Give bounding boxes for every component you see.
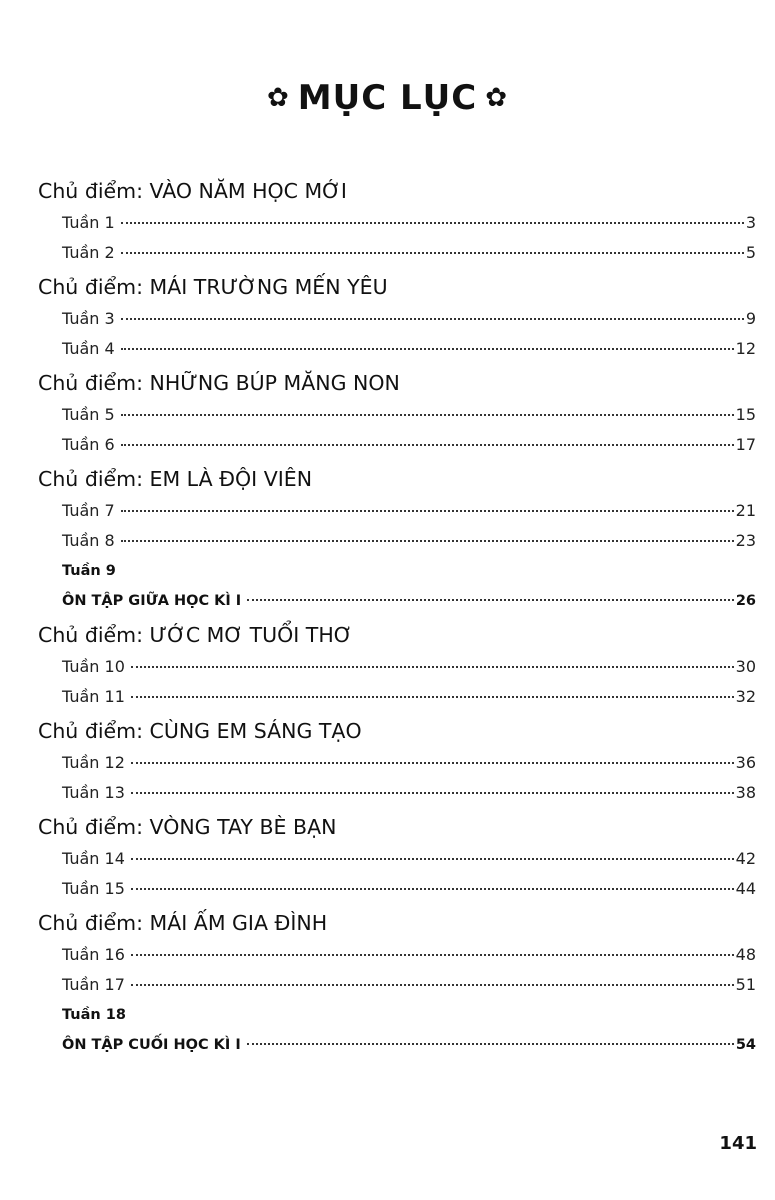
review-entry[interactable] <box>38 586 756 616</box>
dot-leader <box>121 414 734 416</box>
table-of-contents <box>38 172 756 1060</box>
toc-entry[interactable] <box>38 526 756 556</box>
page-number: 141 <box>719 1133 757 1154</box>
entry-page: 54 <box>735 1037 756 1053</box>
toc-entry[interactable] <box>38 970 756 1000</box>
review-week-label: Tuần 18 <box>62 1007 126 1023</box>
entry-label: Tuần 3 <box>62 309 115 328</box>
entry-page: 30 <box>735 657 756 676</box>
toc-entry[interactable] <box>38 652 756 682</box>
dot-leader <box>131 666 734 668</box>
entry-label: Tuần 5 <box>62 405 115 424</box>
page-title <box>0 78 775 118</box>
entry-label: Tuần 4 <box>62 339 115 358</box>
section-heading: Chủ điểm: ƯỚC MƠ TUỔI THƠ <box>38 623 353 647</box>
section-heading: Chủ điểm: MÁI ẤM GIA ĐÌNH <box>38 911 328 935</box>
dot-leader <box>247 1043 734 1045</box>
entry-label: Tuần 7 <box>62 501 115 520</box>
entry-page: 26 <box>735 593 756 609</box>
entry-page: 5 <box>745 243 756 262</box>
entry-page: 36 <box>735 753 756 772</box>
entry-page: 12 <box>735 339 756 358</box>
entry-label: ÔN TẬP CUỐI HỌC KÌ I <box>62 1037 241 1053</box>
dot-leader <box>121 348 734 350</box>
entry-label: Tuần 2 <box>62 243 115 262</box>
dot-leader <box>121 510 734 512</box>
toc-entry[interactable] <box>38 778 756 808</box>
section-heading: Chủ điểm: NHỮNG BÚP MĂNG NON <box>38 371 400 395</box>
dot-leader <box>131 762 734 764</box>
dot-leader <box>131 954 734 956</box>
entry-page: 48 <box>735 945 756 964</box>
section-heading: Chủ điểm: CÙNG EM SÁNG TẠO <box>38 719 362 743</box>
toc-entry[interactable] <box>38 208 756 238</box>
entry-page: 38 <box>735 783 756 802</box>
entry-page: 17 <box>735 435 756 454</box>
entry-label: Tuần 1 <box>62 213 115 232</box>
dot-leader <box>131 858 734 860</box>
entry-label: Tuần 10 <box>62 657 125 676</box>
dot-leader <box>121 318 744 320</box>
page-title-text: MỤC LỤC <box>297 78 478 118</box>
toc-entry[interactable] <box>38 748 756 778</box>
dot-leader <box>131 984 734 986</box>
entry-label: Tuần 16 <box>62 945 125 964</box>
dot-leader <box>131 696 734 698</box>
toc-entry[interactable] <box>38 940 756 970</box>
entry-page: 23 <box>735 531 756 550</box>
dot-leader <box>247 599 734 601</box>
entry-page: 9 <box>745 309 756 328</box>
toc-entry[interactable] <box>38 334 756 364</box>
toc-entry[interactable] <box>38 844 756 874</box>
entry-page: 3 <box>745 213 756 232</box>
toc-entry[interactable] <box>38 400 756 430</box>
entry-page: 51 <box>735 975 756 994</box>
section-heading: Chủ điểm: EM LÀ ĐỘI VIÊN <box>38 467 313 491</box>
toc-entry[interactable] <box>38 430 756 460</box>
toc-entry[interactable] <box>38 682 756 712</box>
flower-icon: ✿ <box>485 83 509 113</box>
entry-label: Tuần 15 <box>62 879 125 898</box>
entry-label: Tuần 17 <box>62 975 125 994</box>
entry-label: ÔN TẬP GIỮA HỌC KÌ I <box>62 593 242 609</box>
entry-page: 21 <box>735 501 756 520</box>
toc-entry[interactable] <box>38 496 756 526</box>
toc-entry[interactable] <box>38 304 756 334</box>
entry-label: Tuần 11 <box>62 687 125 706</box>
entry-page: 44 <box>735 879 756 898</box>
review-week-label: Tuần 9 <box>62 563 116 579</box>
entry-label: Tuần 14 <box>62 849 125 868</box>
entry-label: Tuần 6 <box>62 435 115 454</box>
toc-entry[interactable] <box>38 874 756 904</box>
dot-leader <box>131 792 734 794</box>
dot-leader <box>131 888 734 890</box>
entry-page: 15 <box>735 405 756 424</box>
section-heading: Chủ điểm: VÒNG TAY BÈ BẠN <box>38 815 337 839</box>
section-heading: Chủ điểm: VÀO NĂM HỌC MỚI <box>38 179 347 203</box>
dot-leader <box>121 252 744 254</box>
review-entry[interactable] <box>38 1030 756 1060</box>
dot-leader <box>121 540 734 542</box>
entry-page: 42 <box>735 849 756 868</box>
section-heading: Chủ điểm: MÁI TRƯỜNG MẾN YÊU <box>38 275 388 299</box>
dot-leader <box>121 222 744 224</box>
flower-icon: ✿ <box>266 83 290 113</box>
dot-leader <box>121 444 734 446</box>
entry-label: Tuần 13 <box>62 783 125 802</box>
entry-page: 32 <box>735 687 756 706</box>
entry-label: Tuần 8 <box>62 531 115 550</box>
entry-label: Tuần 12 <box>62 753 125 772</box>
toc-entry[interactable] <box>38 238 756 268</box>
